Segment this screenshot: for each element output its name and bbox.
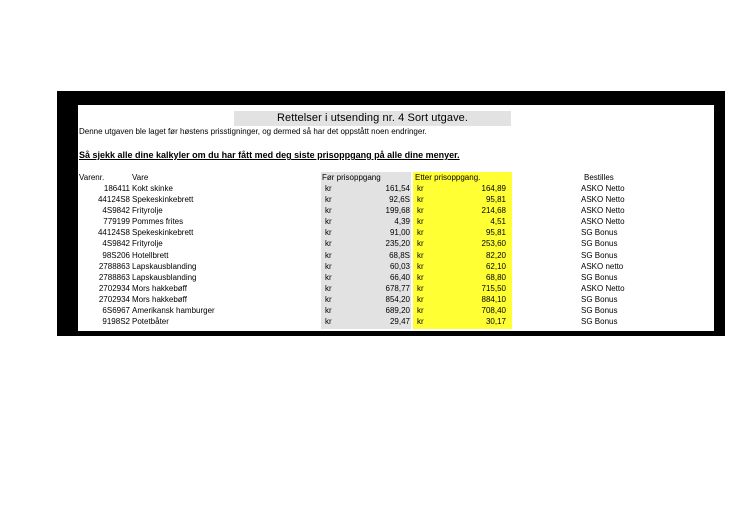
cell-bestilles: ASKO Netto [581,184,625,193]
table-row [0,250,733,261]
cell-kr-after: kr [417,272,424,282]
cell-price-before: 66,40 [389,272,410,282]
cell-kr-after: kr [417,261,424,271]
cell-kr-after: kr [417,283,424,293]
cell-price-before: 854,20 [385,294,410,304]
cell-bestilles: SG Bonus [581,317,618,327]
cell-kr-before: kr [325,228,332,238]
cell-bestilles: ASKO Netto [581,217,625,227]
cell-vare: Mors hakkebøff [132,283,187,293]
cell-bestilles: SG Bonus [581,239,618,249]
cell-kr-after: kr [417,250,424,260]
cell-price-before: 4,39 [394,217,410,227]
cell-price-after: 715,50 [481,283,506,293]
cell-varenr: 779199 [103,217,130,227]
table-row [0,272,733,283]
cell-bestilles: SG Bonus [581,294,618,304]
cell-kr-after: kr [417,317,424,327]
cell-bestilles: SG Bonus [581,250,618,260]
cell-bestilles: ASKO Netto [581,206,625,216]
cell-varenr: 2702934 [98,283,130,293]
cell-price-before: 60,03 [389,261,410,271]
cell-price-before: 91,00 [389,228,410,238]
table-row [0,261,733,272]
cell-kr-after: kr [417,184,424,193]
header-for-prisoppgang: Før prisoppgang [322,173,381,182]
cell-bestilles: SG Bonus [581,228,618,238]
warning-text: Så sjekk alle dine kalkyler om du har fått med deg siste prisoppgang på alle dine menyer. [79,150,460,160]
table-row [0,316,733,327]
header-bestilles: Bestilles [584,173,614,182]
cell-varenr: 2702934 [98,294,130,304]
cell-price-before: 68,8S [389,250,410,260]
intro-note: Denne utgaven ble laget før høstens prisstigninger, og dermed så har det oppstått noen endringer. [79,127,427,136]
page-title: Rettelser i utsending nr. 4 Sort utgave. [234,111,511,126]
cell-vare: Frityrolje [132,239,163,249]
cell-kr-after: kr [417,239,424,249]
cell-price-after: 253,60 [481,239,506,249]
cell-kr-before: kr [325,317,332,327]
header-vare: Vare [132,173,149,182]
cell-kr-before: kr [325,283,332,293]
cell-price-after: 884,10 [481,294,506,304]
header-varenr: Varenr. [79,173,105,182]
cell-vare: Hotellbrett [132,250,169,260]
cell-kr-after: kr [417,195,424,205]
cell-kr-before: kr [325,206,332,216]
cell-price-after: 164,89 [481,184,506,193]
cell-price-after: 82,20 [485,250,506,260]
cell-price-before: 199,68 [385,206,410,216]
cell-vare: Lapskausblanding [132,261,197,271]
table-row [0,238,733,249]
header-etter-prisoppgang: Etter prisoppgang. [415,173,481,182]
table-row [0,305,733,316]
cell-price-before: 689,20 [385,306,410,316]
cell-price-after: 708,40 [481,306,506,316]
cell-varenr: 98S206 [102,250,130,260]
price-table [0,183,733,327]
cell-vare: Spekeskinkebrett [132,228,194,238]
cell-vare: Pommes frites [132,217,184,227]
cell-varenr: 4S9842 [102,239,130,249]
cell-price-before: 92,6S [389,195,410,205]
cell-bestilles: SG Bonus [581,272,618,282]
cell-price-after: 30,17 [485,317,506,327]
table-row [0,205,733,216]
cell-kr-before: kr [325,272,332,282]
cell-varenr: 4S9842 [102,206,130,216]
cell-vare: Frityrolje [132,206,163,216]
cell-price-before: 29,47 [389,317,410,327]
cell-bestilles: ASKO Netto [581,283,625,293]
cell-vare: Potetbåter [132,317,169,327]
cell-varenr: 6S6967 [102,306,130,316]
cell-price-before: 235,20 [385,239,410,249]
cell-kr-after: kr [417,294,424,304]
cell-vare: Amerikansk hamburger [132,306,215,316]
cell-varenr: 186411 [103,184,130,193]
table-row [0,216,733,227]
cell-price-before: 161,54 [385,184,410,193]
cell-kr-before: kr [325,195,332,205]
table-row [0,183,733,194]
cell-varenr: 2788863 [98,261,130,271]
cell-kr-before: kr [325,184,332,193]
cell-vare: Kokt skinke [132,184,173,193]
cell-varenr: 44124S8 [97,195,130,205]
cell-kr-before: kr [325,250,332,260]
cell-bestilles: SG Bonus [581,306,618,316]
cell-kr-after: kr [417,217,424,227]
cell-price-after: 62,10 [485,261,506,271]
cell-vare: Mors hakkebøff [132,294,187,304]
cell-price-after: 4,51 [490,217,506,227]
cell-kr-before: kr [325,261,332,271]
cell-kr-after: kr [417,206,424,216]
cell-bestilles: ASKO Netto [581,195,625,205]
cell-vare: Spekeskinkebrett [132,195,194,205]
cell-price-after: 95,81 [485,195,506,205]
cell-bestilles: ASKO netto [581,261,624,271]
cell-price-after: 68,80 [485,272,506,282]
cell-kr-before: kr [325,306,332,316]
cell-kr-before: kr [325,217,332,227]
cell-varenr: 44124S8 [97,228,130,238]
cell-vare: Lapskausblanding [132,272,197,282]
cell-kr-after: kr [417,306,424,316]
cell-kr-before: kr [325,239,332,249]
cell-price-after: 214,68 [481,206,506,216]
cell-varenr: 2788863 [98,272,130,282]
table-row [0,194,733,205]
cell-price-after: 95,81 [485,228,506,238]
cell-price-before: 678,77 [385,283,410,293]
cell-varenr: 9198S2 [102,317,130,327]
cell-kr-after: kr [417,228,424,238]
cell-kr-before: kr [325,294,332,304]
table-row [0,294,733,305]
table-row [0,227,733,238]
table-row [0,283,733,294]
